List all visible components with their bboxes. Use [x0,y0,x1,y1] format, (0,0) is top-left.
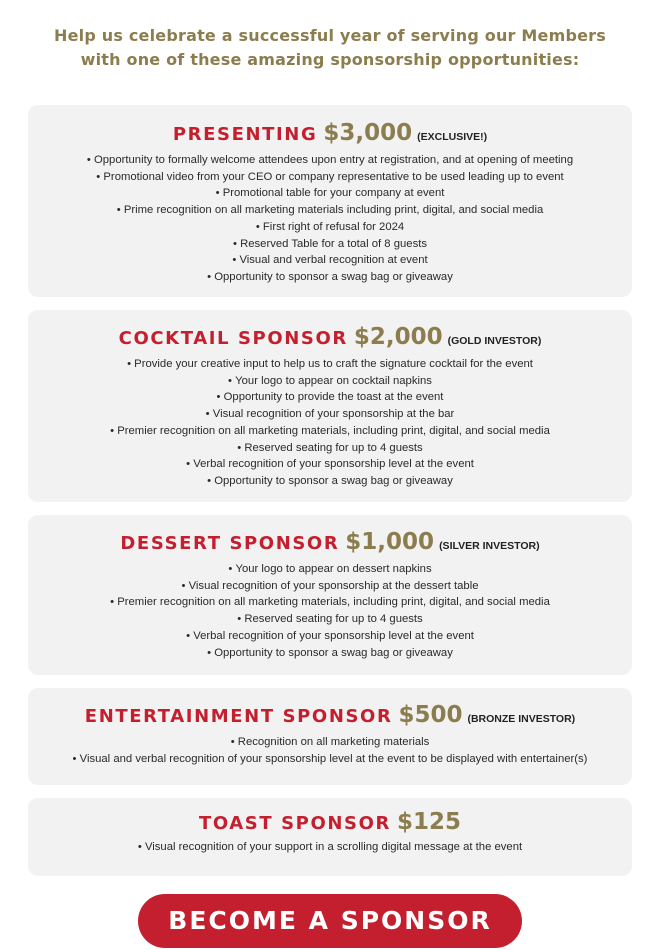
tier-heading [28,807,632,839]
benefit-item: • Provide your creative input to help us to craft the signature cocktail for the event [28,356,632,373]
benefit-item: • Visual and verbal recognition at event [28,252,632,269]
intro-heading [0,24,660,72]
benefit-item: • Opportunity to sponsor a swag bag or giveaway [28,473,632,490]
tier-tag: (GOLD INVESTOR) [447,335,542,347]
benefit-item: • Reserved Table for a total of 8 guests [28,236,632,253]
benefit-list [28,561,632,661]
tier-name: TOAST SPONSOR [198,813,391,834]
tier-price: $500 [398,702,463,728]
benefit-item: • Opportunity to formally welcome attendees upon entry at registration, and at opening of meeting [28,152,632,169]
tier-name: PRESENTING [172,124,318,145]
benefit-item: • Visual recognition of your sponsorship at the bar [28,406,632,423]
benefit-item: • Visual and verbal recognition of your sponsorship level at the event to be displayed with entertainer(s) [28,751,632,768]
benefit-item: • Visual recognition of your sponsorship at the dessert table [28,578,632,595]
tier-card-entertainment [28,688,632,785]
tier-card-toast [28,798,632,876]
benefit-item: • First right of refusal for 2024 [28,219,632,236]
tier-tag: (EXCLUSIVE!) [417,131,488,143]
tier-name: DESSERT SPONSOR [120,533,340,554]
tier-price: $125 [396,809,461,835]
tier-price: $2,000 [353,324,443,350]
benefit-item: • Your logo to appear on dessert napkins [28,561,632,578]
benefit-item: • Premier recognition on all marketing materials, including print, digital, and social media [28,423,632,440]
intro-line-2: with one of these amazing sponsorship opportunities: [80,50,580,69]
benefit-item: • Prime recognition on all marketing materials including print, digital, and social media [28,202,632,219]
benefit-item: • Promotional table for your company at event [28,185,632,202]
benefit-item: • Recognition on all marketing materials [28,734,632,751]
tier-name: COCKTAIL SPONSOR [118,328,348,349]
tier-card-dessert [28,515,632,675]
benefit-list [28,152,632,286]
benefit-item: • Visual recognition of your support in a scrolling digital message at the event [28,839,632,856]
tier-price: $1,000 [345,529,435,555]
benefit-item: • Opportunity to sponsor a swag bag or giveaway [28,645,632,662]
tier-heading [28,118,632,152]
tier-card-cocktail [28,310,632,502]
benefit-item: • Your logo to appear on cocktail napkins [28,373,632,390]
tier-heading [28,322,632,356]
benefit-list [28,356,632,490]
benefit-list [28,839,632,856]
benefit-item: • Promotional video from your CEO or company representative to be used leading up to event [28,169,632,186]
tier-heading [28,700,632,734]
tier-tag: (BRONZE INVESTOR) [467,713,576,725]
benefit-item: • Verbal recognition of your sponsorship level at the event [28,456,632,473]
benefit-item: • Reserved seating for up to 4 guests [28,611,632,628]
benefit-item: • Verbal recognition of your sponsorship level at the event [28,628,632,645]
tier-tag: (SILVER INVESTOR) [439,540,540,552]
intro-line-1: Help us celebrate a successful year of serving our Members [54,26,606,45]
tier-name: ENTERTAINMENT SPONSOR [84,706,393,727]
benefit-list [28,734,632,767]
benefit-item: • Opportunity to provide the toast at the event [28,389,632,406]
become-sponsor-button[interactable]: BECOME A SPONSOR [138,894,522,948]
tier-heading [28,527,632,561]
benefit-item: • Premier recognition on all marketing materials, including print, digital, and social media [28,594,632,611]
tier-price: $3,000 [323,120,413,146]
benefit-item: • Reserved seating for up to 4 guests [28,440,632,457]
tier-card-presenting [28,105,632,297]
benefit-item: • Opportunity to sponsor a swag bag or giveaway [28,269,632,286]
